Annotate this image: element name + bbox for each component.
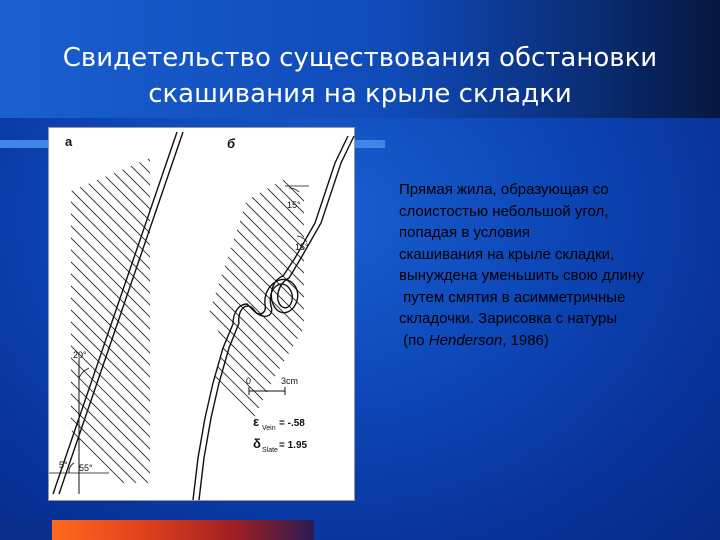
angle-15-top-label: 15°: [287, 200, 301, 210]
slide-title-line2: скашивания на крыле складки: [148, 79, 572, 109]
strain-subscript: Vein: [262, 425, 276, 432]
caption-line-2: слоистостью небольшой угол,: [399, 202, 609, 220]
scale-zero-label: 0: [246, 376, 252, 386]
figure-drawing: [49, 128, 356, 502]
accent-bar-right: [355, 140, 385, 148]
caption-line-8: [399, 330, 709, 352]
slide-title-line1: Свидетельство существования обстановки: [62, 43, 658, 73]
panel-a-slate: [49, 128, 169, 502]
caption-line-5: вынуждена уменьшить свою длину: [399, 267, 644, 284]
caption-author: Henderson: [428, 331, 503, 349]
scale-unit-label: 3cm: [281, 376, 299, 386]
caption-line-1: Прямая жила, образующая со: [399, 181, 609, 198]
caption-line-3: попадая в условия: [399, 224, 531, 241]
strain-value: = -.58: [279, 418, 305, 429]
panel-a-label: а: [65, 134, 73, 149]
angle-5-label: 5°: [59, 460, 68, 470]
slate-subscript: Slate: [262, 447, 278, 454]
slate-symbol: δ: [253, 436, 261, 451]
geology-figure: [48, 127, 355, 501]
slate-value: = 1.95: [279, 440, 308, 451]
angle-15-mid-label: 15°: [295, 242, 309, 252]
caption-line-7: складочки. Зарисовка с натуры: [399, 310, 618, 327]
angle-55-label: 55°: [79, 463, 93, 473]
caption-line-4: скашивания на крыле складки,: [399, 245, 615, 263]
caption-line-6: путем смятия в асимметричные: [399, 288, 626, 306]
slide-title: [40, 40, 680, 112]
caption-line-8-post: , 1986): [502, 331, 549, 349]
bottom-accent-bar: [52, 520, 314, 540]
strain-symbol: ε: [253, 414, 260, 429]
panel-b-label: б: [227, 136, 236, 151]
angle-20-label: 20°: [73, 350, 87, 360]
figure-caption: [399, 179, 709, 351]
accent-bar-left: [0, 140, 48, 148]
panel-a-vein: [53, 132, 183, 494]
caption-line-8-pre: (по: [399, 331, 429, 349]
